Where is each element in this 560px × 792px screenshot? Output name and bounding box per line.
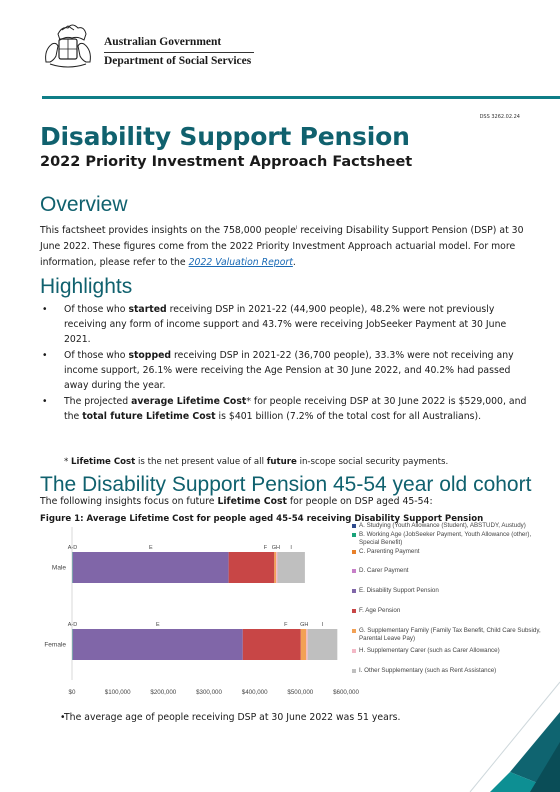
highlights-heading: Highlights	[40, 275, 133, 298]
department-name: Department of Social Services	[104, 55, 252, 67]
x-tick-label: $500,000	[287, 689, 314, 696]
bar-segment-E	[73, 629, 243, 660]
legend-item: H. Supplementary Carer (such as Carer Allowance)	[352, 647, 542, 655]
valuation-report-link[interactable]: 2022 Valuation Report	[188, 257, 293, 269]
page-title: Disability Support Pension	[40, 122, 410, 151]
bar-segment-label: E	[148, 545, 153, 551]
legend-swatch	[352, 629, 356, 633]
legend-swatch	[352, 524, 356, 528]
bar-segment-label: F	[263, 545, 268, 551]
bar-segment-F	[229, 552, 275, 583]
legend-item: F. Age Pension	[352, 607, 542, 615]
category-label: Female	[44, 641, 66, 649]
bar-segment-label: GH	[271, 545, 281, 551]
legend-swatch	[352, 649, 356, 653]
chart-legend	[352, 522, 542, 684]
bar-segment-I	[278, 552, 305, 583]
lifetime-cost-chart	[40, 522, 359, 702]
legend-swatch	[352, 533, 356, 537]
overview-heading: Overview	[40, 193, 128, 216]
legend-swatch	[352, 550, 356, 554]
list-item: •The average age of people receiving DSP at 30 June 2022 was 51 years.	[60, 712, 401, 723]
bar-segment-label: GH	[300, 622, 309, 628]
bar-segment-label: E	[156, 622, 160, 628]
x-tick-label: $200,000	[150, 689, 177, 696]
gov-name: Australian Government	[104, 36, 222, 48]
x-tick-label: $100,000	[104, 689, 131, 696]
bar-segment-H	[306, 629, 307, 660]
legend-swatch	[352, 609, 356, 613]
category-label: Male	[51, 564, 66, 572]
header-divider	[104, 52, 254, 53]
legend-item: E. Disability Support Pension	[352, 587, 542, 595]
bar-segment-E	[73, 552, 229, 583]
list-item: • Of those who stopped receiving DSP in 2021-22 (36,700 people), 33.3% were not receiving any income support, 26.1% were receiving the Age Pension at 30 June 2022, and 40.2% had passed away during the year.	[42, 350, 514, 391]
overview-text: This factsheet provides insights on the 758,000 people$^i$ receiving Disability Support Pension (DSP) at 30 June 2022. These figures come from the 2022 Priority Investment Approach actuarial model. For more information, please refer to the 2022 Valuation Report.	[40, 225, 524, 269]
legend-swatch	[352, 569, 356, 573]
bar-segment-label: I	[290, 545, 292, 551]
x-tick-label: $400,000	[241, 689, 268, 696]
bar-segment-label: A-D	[67, 622, 78, 628]
legend-item: D. Carer Payment	[352, 567, 542, 575]
legend-item: A. Studying (Youth Allowance (Student), ABSTUDY, Austudy)	[352, 522, 542, 530]
x-tick-label: $0	[68, 689, 76, 696]
legend-item: C. Parenting Payment	[352, 548, 542, 556]
legend-item: B. Working Age (JobSeeker Payment, Youth Allowance (other), Special Benefit)	[352, 531, 542, 547]
bar-segment-label: F	[284, 622, 288, 628]
corner-decoration-icon	[450, 682, 560, 792]
lifetime-cost-note: * Lifetime Cost is the net present value of all future in-scope social security payments.	[64, 457, 449, 467]
figure-title: Figure 1: Average Lifetime Cost for people aged 45-54 receiving Disability Support Pension	[40, 514, 484, 524]
legend-item: G. Supplementary Family (Family Tax Benefit, Child Care Subsidy, Parental Leave Pay)	[352, 627, 542, 643]
list-item: • The projected average Lifetime Cost* for people receiving DSP at 30 June 2022 is $529,000, and the total future Lifetime Cost is $401 billion (7.2% of the total cost for all Australians).	[42, 396, 527, 422]
coat-of-arms-icon	[40, 24, 96, 70]
legend-swatch	[352, 589, 356, 593]
bar-segment-I	[308, 629, 338, 660]
document-code: DSS 3262.02.24	[479, 114, 520, 120]
header-rule	[42, 96, 560, 99]
bar-segment-G	[301, 629, 306, 660]
page-subtitle: 2022 Priority Investment Approach Factsheet	[40, 154, 413, 170]
bar-segment-H	[276, 552, 277, 583]
x-tick-label: $600,000	[333, 689, 359, 696]
bar-segment-G	[274, 552, 276, 583]
bar-segment-F	[243, 629, 301, 660]
cohort-heading: The Disability Support Pension 45-54 year old cohort	[40, 473, 532, 496]
legend-swatch	[352, 669, 356, 673]
cohort-intro: The following insights focus on future Lifetime Cost for people on DSP aged 45-54:	[40, 496, 433, 507]
highlights-list	[40, 302, 532, 425]
legend-item: I. Other Supplementary (such as Rent Assistance)	[352, 667, 542, 675]
bar-segment-label: I	[321, 622, 324, 628]
list-item: • Of those who started receiving DSP in 2021-22 (44,900 people), 48.2% were not previously receiving any form of income support and 43.7% were receiving JobSeeker Payment at 30 June 2021.	[42, 304, 507, 345]
x-tick-label: $300,000	[196, 689, 222, 696]
bar-segment-label: A-D	[67, 545, 78, 551]
